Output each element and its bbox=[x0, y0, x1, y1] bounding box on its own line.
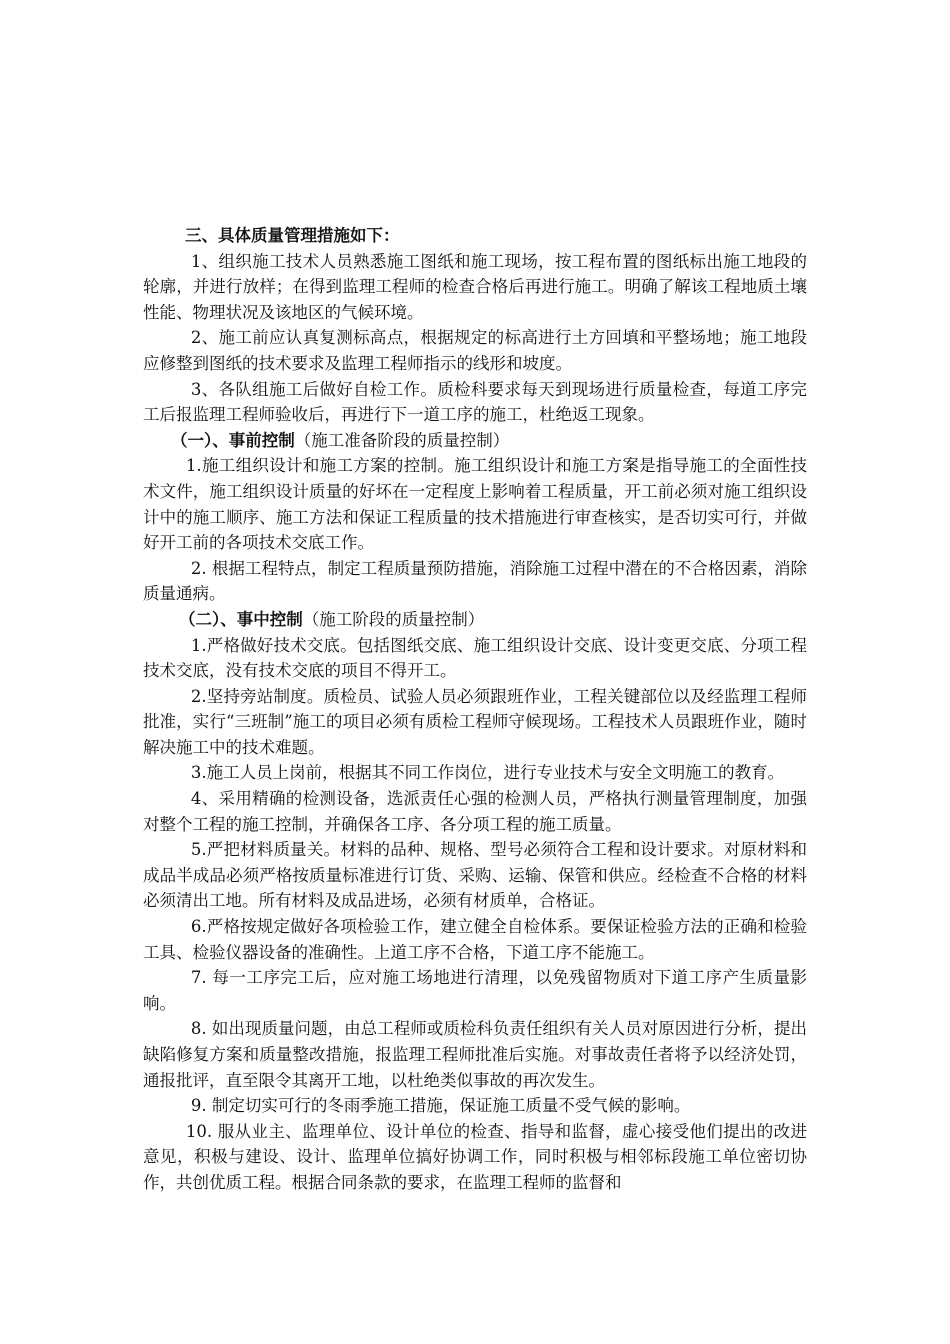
intro-paragraph-1: 1、组织施工技术人员熟悉施工图纸和施工现场，按工程布置的图纸标出施工地段的轮廓，并进行放样；在得到监理工程师的检查合格后再进行施工。明确了解该工程地质土壤性能、物理状况及该地区的气候环境。 bbox=[143, 251, 807, 322]
subsection-2-item-3: 3.施工人员上岗前，根据其不同工作岗位，进行专业技术与安全文明施工的教育。 bbox=[190, 763, 785, 783]
subsection-2-item-1: 1.严格做好技术交底。包括图纸交底、施工组织设计交底、设计变更交底、分项工程技术交底，没有技术交底的项目不得开工。 bbox=[143, 635, 807, 681]
subsection-2-note: （施工阶段的质量控制） bbox=[302, 609, 485, 629]
subsection-2-item-2: 2.坚持旁站制度。质检员、试验人员必须跟班作业，工程关键部位以及经监理工程师批准，实行“三班制”施工的项目必须有质检工程师守候现场。工程技术人员跟班作业，随时解决施工中的技术难题。 bbox=[143, 686, 807, 757]
subsection-1-title: （一）、事前控制 bbox=[171, 430, 295, 450]
intro-paragraph-2: 2、施工前应认真复测标高点，根据规定的标高进行土方回填和平整场地；施工地段应修整到图纸的技术要求及监理工程师指示的线形和坡度。 bbox=[143, 328, 807, 373]
subsection-1-item-1: 1.施工组织设计和施工方案的控制。施工组织设计和施工方案是指导施工的全面性技术文件，施工组织设计质量的好坏在一定程度上影响着工程质量，开工前必须对施工组织设计中的施工顺序、施工方法和保证工程质量的技术措施进行审查核实，是否切实可行，并做好开工前的各项技术交底工作。 bbox=[143, 456, 807, 553]
subsection-1-item-2: 2. 根据工程特点，制定工程质量预防措施，消除施工过程中潜在的不合格因素，消除质量通病。 bbox=[143, 558, 807, 604]
document-page bbox=[143, 223, 807, 1196]
subsection-1-heading bbox=[143, 428, 807, 454]
subsection-2-item-9: 9. 制定切实可行的冬雨季施工措施，保证施工质量不受气候的影响。 bbox=[190, 1096, 691, 1116]
subsection-2-item-8: 8. 如出现质量问题，由总工程师或质检科负责任组织有关人员对原因进行分析，提出缺陷修复方案和质量整改措施，报监理工程师批准后实施。对事故责任者将予以经济处罚，通报批评，直至限令其离开工地，以杜绝类似事故的再次发生。 bbox=[143, 1019, 807, 1090]
subsection-2-item-7: 7. 每一工序完工后，应对施工场地进行清理，以免残留物质对下道工序产生质量影响。 bbox=[143, 968, 807, 1013]
section-heading: 三、具体质量管理措施如下： bbox=[185, 226, 400, 245]
subsection-2-title: （二）、事中控制 bbox=[179, 609, 303, 629]
subsection-2-item-10: 10. 服从业主、监理单位、设计单位的检查、指导和监督，虚心接受他们提出的改进意见，积极与建设、设计、监理单位搞好协调工作，同时积极与相邻标段施工单位密切协作，共创优质工程。根据合同条款的要求，在监理工程师的监督和 bbox=[143, 1121, 807, 1192]
subsection-2-item-4: 4、采用精确的检测设备，选派责任心强的检测人员，严格执行测量管理制度，加强对整个工程的施工控制，并确保各工序、各分项工程的施工质量。 bbox=[143, 789, 807, 834]
subsection-2-item-6: 6.严格按规定做好各项检验工作，建立健全自检体系。要保证检验方法的正确和检验工具、检验仪器设备的准确性。上道工序不合格，下道工序不能施工。 bbox=[143, 917, 807, 962]
intro-paragraph-3: 3、各队组施工后做好自检工作。质检科要求每天到现场进行质量检查，每道工序完工后报监理工程师验收后，再进行下一道工序的施工，杜绝返工现象。 bbox=[143, 379, 807, 425]
subsection-1-note: （施工准备阶段的质量控制） bbox=[294, 430, 510, 450]
subsection-2-item-5: 5.严把材料质量关。材料的品种、规格、型号必须符合工程和设计要求。对原材料和成品半成品必须严格按质量标准进行订货、采购、运输、保管和供应。经检查不合格的材料必须清出工地。所有材料及成品进场，必须有材质单，合格证。 bbox=[143, 840, 807, 911]
subsection-2-heading bbox=[143, 607, 807, 633]
